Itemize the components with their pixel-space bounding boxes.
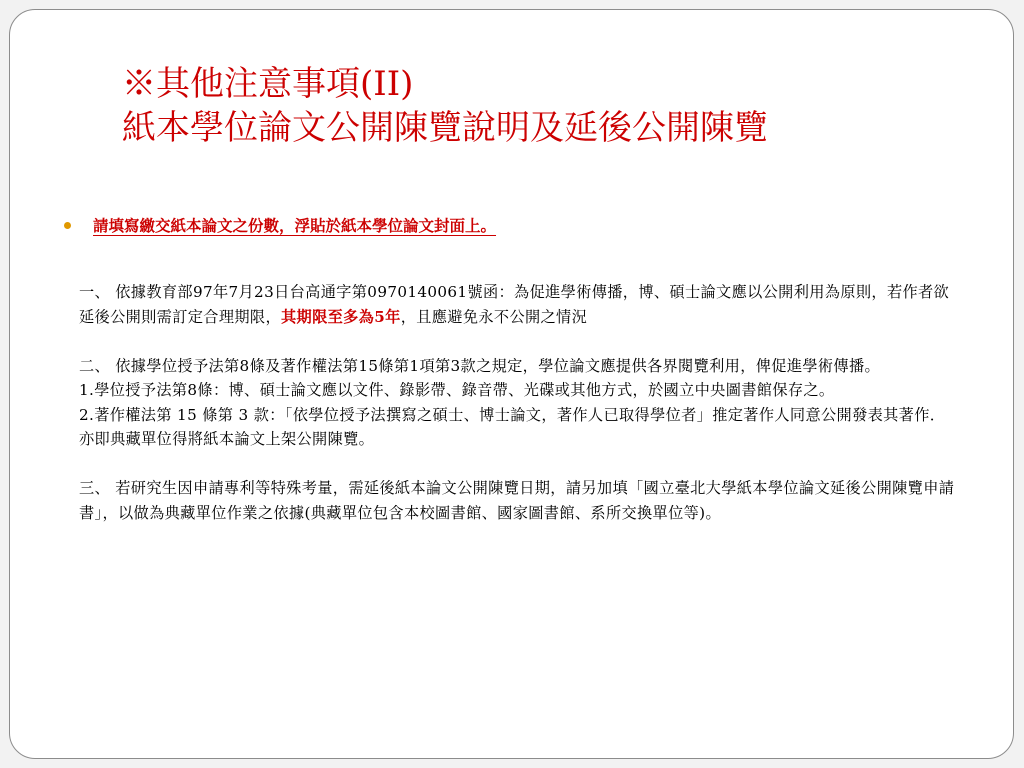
section-1-tail: ，且應避免永不公開之情況 bbox=[400, 307, 588, 326]
slide-body bbox=[79, 280, 959, 525]
section-1-highlight: 其期限至多為5年 bbox=[281, 307, 401, 326]
bullet-text: 請填寫繳交紙本論文之份數，浮貼於紙本學位論文封面上。 bbox=[93, 216, 497, 235]
section-1-lead: 一、 依據教育部97年7月23日台高通字第0970140061號函：為促進學術傳播，博、碩士論文應以公開利用為原則，若作者欲延後公開則需訂定合理期限， bbox=[79, 283, 950, 326]
section-2-item-2: 2.著作權法第 15 條第 3 款：「依學位授予法撰寫之碩士、博士論文，著作人已取得學位者」推定著作人同意公開發表其著作． 亦即典藏單位得將紙本論文上架公開陳覽。 bbox=[79, 405, 946, 448]
spacer bbox=[79, 452, 959, 477]
title-line-1: ※其他注意事項(II) bbox=[122, 64, 414, 104]
section-1 bbox=[79, 280, 959, 329]
slide bbox=[9, 9, 1014, 759]
section-2-item-1: 1.學位授予法第8條：博、碩士論文應以文件、錄影帶、錄音帶、光碟或其他方式，於國立中央圖書館保存之。 bbox=[79, 381, 835, 399]
bullet-item bbox=[64, 215, 964, 237]
section-3: 三、 若研究生因申請專利等特殊考量，需延後紙本論文公開陳覽日期，請另加填「國立臺北大學紙本學位論文延後公開陳覽申請書」，以做為典藏單位作業之依據(典藏單位包含本校圖書館、國家圖書館、系所交換單位等)。 bbox=[79, 479, 955, 522]
section-2-intro: 二、 依據學位授予法第8條及著作權法第15條第1項第3款之規定，學位論文應提供各界閱覽利用，俾促進學術傳播。 bbox=[79, 356, 881, 375]
spacer bbox=[79, 329, 959, 354]
slide-title bbox=[122, 62, 982, 150]
title-line-2: 紙本學位論文公開陳覽說明及延後公開陳覽 bbox=[122, 108, 768, 148]
bullet-dot-icon bbox=[64, 222, 71, 229]
